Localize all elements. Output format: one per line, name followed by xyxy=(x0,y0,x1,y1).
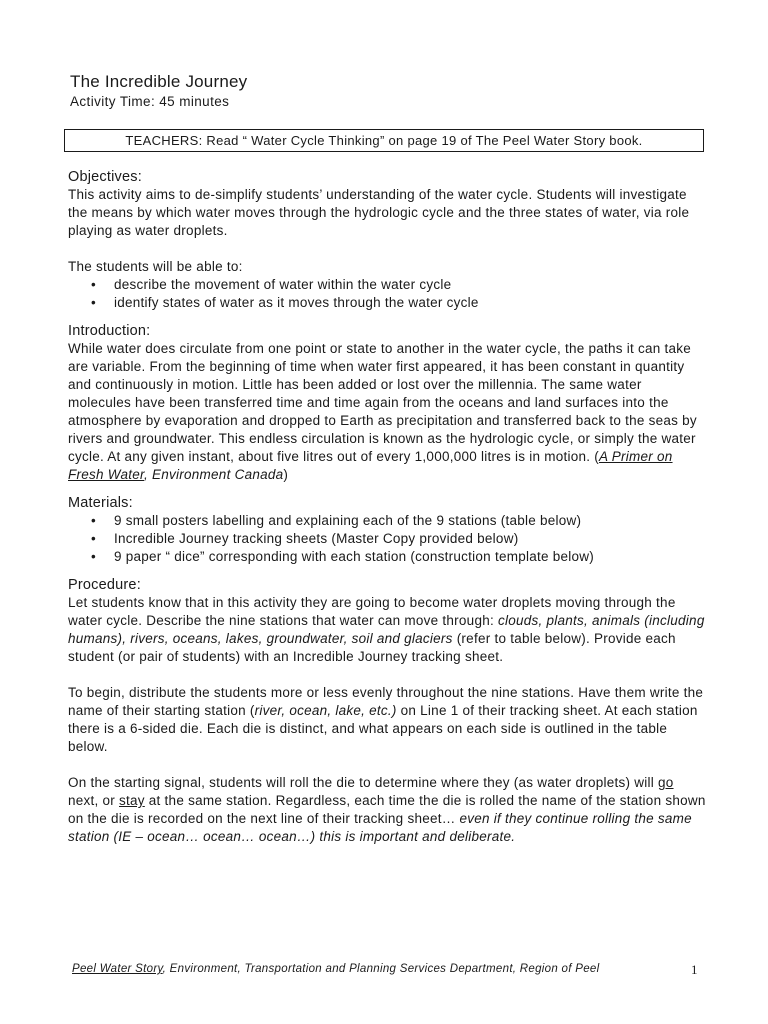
list-item: • Incredible Journey tracking sheets (Master Copy provided below) xyxy=(114,530,708,548)
text-run: , Environment Canada xyxy=(144,467,284,482)
objectives-heading: Objectives: xyxy=(68,169,142,185)
teacher-note-box: TEACHERS: Read “ Water Cycle Thinking” on page 19 of The Peel Water Story book. xyxy=(64,129,704,152)
text-run: Peel Water Story xyxy=(72,963,163,975)
text-run: on Line 1 of their tracking sheet. At each station there is a 6-sided die. Each die is distinct, and what appears on each side is outlined in the table below. xyxy=(68,703,698,754)
list-item: • 9 paper “ dice” corresponding with each station (construction template below) xyxy=(114,548,708,566)
text-run: even if they continue rolling the same station (IE – ocean… ocean… ocean…) this is important and deliberate. xyxy=(68,811,692,844)
objectives-section xyxy=(68,168,708,312)
text-run: (refer to table below). Provide each student (or pair of students) with an Incredible Journey tracking sheet. xyxy=(68,631,676,664)
text-run: A Primer on Fresh Water xyxy=(68,449,673,482)
text-run: To begin, distribute the students more or less evenly throughout the nine stations. Have them write the name of their starting station ( xyxy=(68,685,704,718)
list-item: • describe the movement of water within the water cycle xyxy=(114,276,708,294)
text-run: next, or xyxy=(68,793,120,808)
text-run: While water does circulate from one point or state to another in the water cycle, the paths it can take are variable. From the beginning of time when water first appeared, it has been constant in quantity and continuously in motion. Little has been added or lost over the millennia. The same water molecules have been transferred time and time again from the oceans and land surfaces into the atmosphere by evaporation and dropped to Earth as precipitation and transferred back to the seas by rivers and groundwater. This endless circulation is known as the hydrologic cycle, or simply the water cycle. At any given instant, about five litres out of every 1,000,000 litres is in motion. ( xyxy=(68,341,697,464)
document-body xyxy=(68,168,708,846)
activity-time: Activity Time: 45 minutes xyxy=(70,94,230,109)
text-run: river, ocean, lake, etc.) xyxy=(254,703,397,718)
materials-heading: Materials: xyxy=(68,495,133,511)
objectives-paragraph: This activity aims to de-simplify students’ understanding of the water cycle. Students will investigate the means by which water moves through the hydrologic cycle and the three states of water, via role playing as water droplets. xyxy=(68,187,690,238)
text-run: clouds, plants, animals (including humans), rivers, oceans, lakes, groundwater, soil and glaciers xyxy=(68,613,705,646)
page-number: 1 xyxy=(691,962,698,977)
page-title: The Incredible Journey xyxy=(70,72,248,91)
text-run: at the same station. Regardless, each time the die is rolled the name of the station shown on the die is recorded on the next line of their tracking sheet… xyxy=(68,793,706,826)
text-run: go xyxy=(658,775,674,790)
procedure-paragraph-1 xyxy=(68,594,708,666)
procedure-heading: Procedure: xyxy=(68,577,141,593)
text-run: , Environment, Transportation and Planning Services Department, Region of Peel xyxy=(162,963,600,975)
text-run: stay xyxy=(119,793,145,808)
text-run: On the starting signal, students will roll the die to determine where they (as water droplets) will xyxy=(68,775,659,790)
list-item: • identify states of water as it moves through the water cycle xyxy=(114,294,708,312)
list-item: • 9 small posters labelling and explaining each of the 9 stations (table below) xyxy=(114,512,708,530)
procedure-section xyxy=(68,576,708,846)
introduction-section xyxy=(68,322,708,484)
introduction-paragraph xyxy=(68,340,708,484)
objectives-lead: The students will be able to: xyxy=(68,259,243,274)
objectives-list xyxy=(68,276,708,312)
materials-section xyxy=(68,494,708,566)
text-run: Let students know that in this activity they are going to become water droplets moving through the water cycle. Describe the nine stations that water can move through: xyxy=(68,595,676,628)
procedure-paragraph-2 xyxy=(68,684,708,756)
page-footer xyxy=(72,963,599,975)
text-run: ) xyxy=(283,467,289,482)
procedure-paragraph-3 xyxy=(68,774,708,846)
materials-list xyxy=(68,512,708,566)
introduction-heading: Introduction: xyxy=(68,323,151,339)
